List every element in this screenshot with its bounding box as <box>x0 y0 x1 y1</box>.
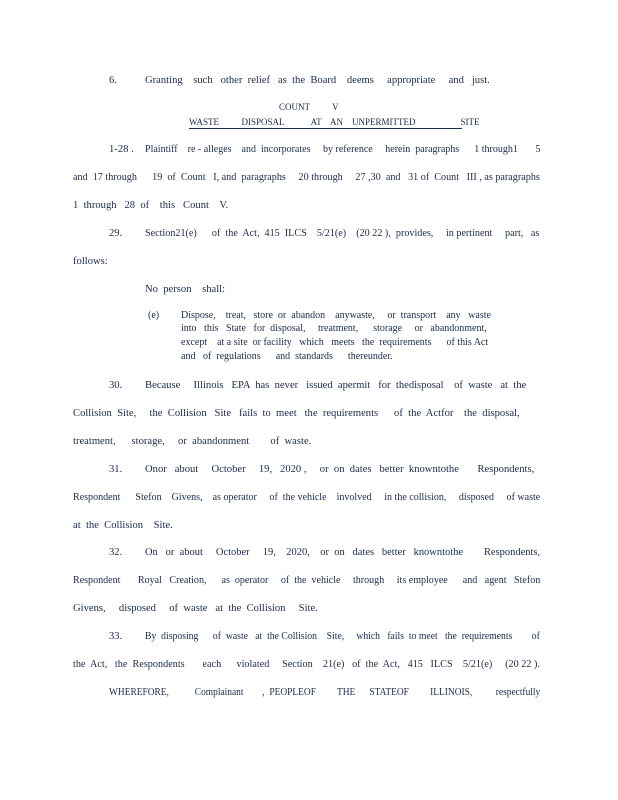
quote-text: into this State for disposal, treatment, storage or abandonment, <box>181 323 487 334</box>
paragraph-text: Section21(e) of the Act, 415 ILCS 5/21(e) (20 22 ), provides, in pertinent part, as <box>145 228 540 239</box>
quote-intro: No person shall: <box>145 284 226 295</box>
paragraph-number: 31. <box>109 464 123 475</box>
count-heading: COUNT V <box>279 102 339 112</box>
count-subheading: WASTE DISPOSAL AT AN UNPERMITTED SITE <box>189 117 480 127</box>
quote-label: (e) <box>148 310 160 321</box>
paragraph-text: Plaintiff re - alleges and incorporates by reference herein paragraphs 1 through1 5 <box>145 144 541 155</box>
quote-text: and of regulations and standards thereunder. <box>181 351 393 362</box>
quote-text: except at a site or facility which meets the requirements of this Act <box>181 337 489 348</box>
paragraph-text: follows: <box>73 256 108 267</box>
paragraph-text: Respondent Stefon Givens, as operator of the vehicle involved in the collision, disposed of waste <box>73 492 541 503</box>
paragraph-text: On or about October 19, 2020, or on dates better knowntothe Respondents, <box>145 547 541 558</box>
paragraph-text: treatment, storage, or abandonment of waste. <box>73 436 312 447</box>
paragraph-text: 1 through 28 of this Count V. <box>73 200 229 211</box>
paragraph-number: 30. <box>109 380 123 391</box>
quote-text: Dispose, treat, store or abandon anywaste, or transport any waste <box>181 310 491 321</box>
paragraph-text: Respondent Royal Creation, as operator of the vehicle through its employee and agent Stefon <box>73 575 541 586</box>
paragraph-number: 6. <box>109 75 117 86</box>
paragraph-text: By disposing of waste at the Collision Site, which fails to meet the requirements of <box>145 631 540 642</box>
paragraph-text: Because Illinois EPA has never issued apermit for thedisposal of waste at the <box>145 380 527 391</box>
paragraph-text: and 17 through 19 of Count I, and paragraphs 20 through 27 ,30 and 31 of Count III , as paragraphs <box>73 172 540 183</box>
paragraph-text: at the Collision Site. <box>73 520 173 531</box>
paragraph-text: Collision Site, the Collision Site fails to meet the requirements of the Actfor the disposal, <box>73 408 520 419</box>
paragraph-text: Granting such other relief as the Board deems appropriate and just. <box>145 75 490 86</box>
paragraph-text: the Act, the Respondents each violated Section 21(e) of the Act, 415 ILCS 5/21(e) (20 22 ). <box>73 659 540 670</box>
paragraph-number: 1-28 . <box>109 144 134 155</box>
paragraph-text: Givens, disposed of waste at the Collision Site. <box>73 603 318 614</box>
paragraph-number: 32. <box>109 547 123 558</box>
wherefore-text: WHEREFORE, Complainant , PEOPLEOF THE STATEOF ILLINOIS, respectfully <box>109 687 541 698</box>
paragraph-text: Onor about October 19, 2020 , or on dates better knowntothe Respondents, <box>145 464 535 475</box>
paragraph-number: 29. <box>109 228 123 239</box>
paragraph-number: 33. <box>109 631 123 642</box>
